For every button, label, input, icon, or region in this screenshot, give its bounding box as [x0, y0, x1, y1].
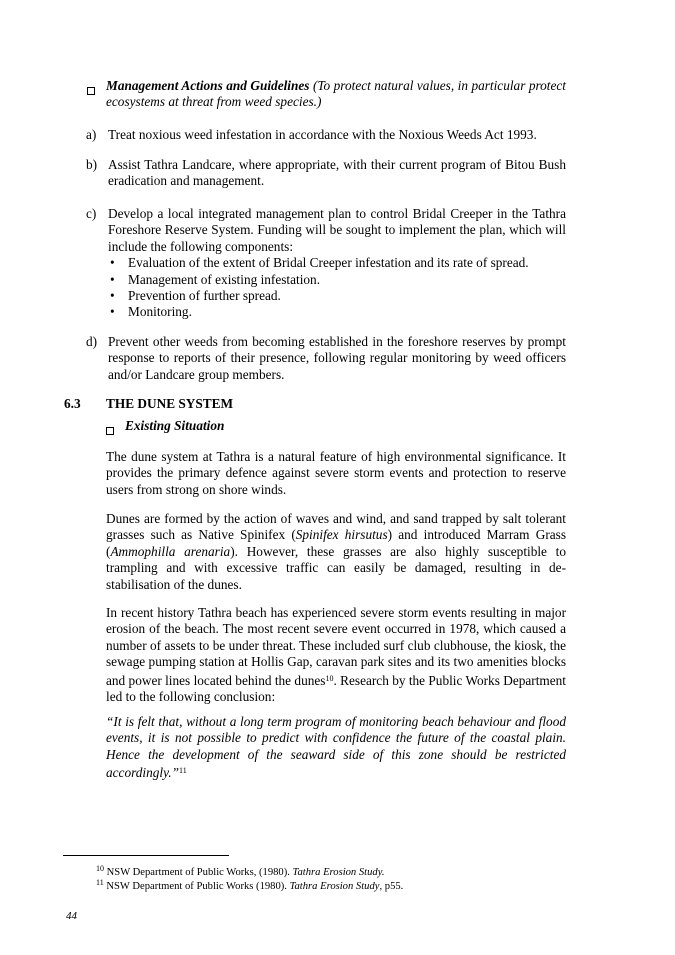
management-subtitle: (To protect natural values, in particular protect ecosystems at threat from weed species.) [106, 78, 567, 110]
species-name: Ammophilla arenaria [110, 543, 231, 559]
section-number: 6.3 [64, 396, 81, 411]
existing-situation-heading: Existing Situation [125, 418, 225, 433]
list-item-b [86, 157, 566, 193]
paragraph: Dunes are formed by the action of waves and wind, and sand trapped by salt tolerant grasses such as Native Spinifex (Spinifex hirsutus) and introduced Marram Grass (Ammophilla arenaria). However, these grasses are also highly susceptible to trampling and with excessive traffic can easily be damaged, resulting in de-stabilisation of the dunes. [106, 511, 567, 592]
block-quote: “It is felt that, without a long term program of monitoring beach behaviour and flood events, it is not possible to predict with confidence the future of the coastal plain. Hence the development of the seaward side of this zone should be restricted accordingly.”$^{11}$ [106, 714, 566, 781]
list-item: • Management of existing infestation. [108, 272, 566, 288]
component-list [108, 255, 566, 321]
footnote-ref: 11 [179, 766, 187, 776]
section-title: THE DUNE SYSTEM [106, 396, 234, 411]
footnote: $^{10}$ NSW Department of Public Works, (1980). Tathra Erosion Study. [96, 864, 385, 878]
page-number: 44 [66, 910, 77, 922]
item-label: d) [86, 334, 98, 349]
item-label: c) [86, 206, 97, 221]
square-bullet-icon [87, 87, 95, 95]
list-item-d [86, 334, 566, 386]
list-item-a [86, 127, 566, 145]
item-label: b) [86, 157, 98, 172]
management-heading: Management Actions and Guidelines [106, 78, 310, 93]
paragraph: The dune system at Tathra is a natural feature of high environmental significance. It provides the primary defence against severe storm events and protection to reserve users from strong on shore winds. [106, 449, 566, 497]
item-text: Prevent other weeds from becoming established in the foreshore reserves by prompt response to reports of their presence, following regular monitoring by weed officers and/or Landcare group members. [108, 334, 566, 382]
footnote: $^{11}$ NSW Department of Public Works (1980). Tathra Erosion Study, p55. [96, 878, 404, 892]
species-name: Spinifex hirsutus [295, 527, 388, 543]
footnote-divider [63, 855, 229, 856]
list-item: • Monitoring. [108, 304, 566, 320]
list-item-c [86, 206, 566, 326]
footnote-ref: 10 [325, 673, 334, 683]
paragraph: In recent history Tathra beach has experienced severe storm events resulting in major erosion of the beach. The most recent severe event occurred in 1978, which caused a number of assets to be under threat. These included surf club clubhouse, the kiosk, the sewage pumping station at Hollis Gap, caravan park sites and its two amenities blocks and power lines located behind the dunes$^{10}$. Research by the Public Works Department led to the following conclusion: [106, 605, 566, 705]
list-item: • Prevention of further spread. [108, 288, 566, 304]
management-heading-block [106, 78, 566, 111]
item-label: a) [86, 127, 97, 142]
item-text: Assist Tathra Landcare, where appropriate, with their current program of Bitou Bush eradication and management. [108, 157, 566, 189]
square-bullet-icon [106, 427, 114, 435]
item-text: Develop a local integrated management plan to control Bridal Creeper in the Tathra Foreshore Reserve System. Funding will be sought to implement the plan, which will include the following components: [108, 206, 566, 254]
list-item: • Evaluation of the extent of Bridal Creeper infestation and its rate of spread. [108, 255, 566, 271]
item-text: Treat noxious weed infestation in accordance with the Noxious Weeds Act 1993. [108, 127, 537, 142]
